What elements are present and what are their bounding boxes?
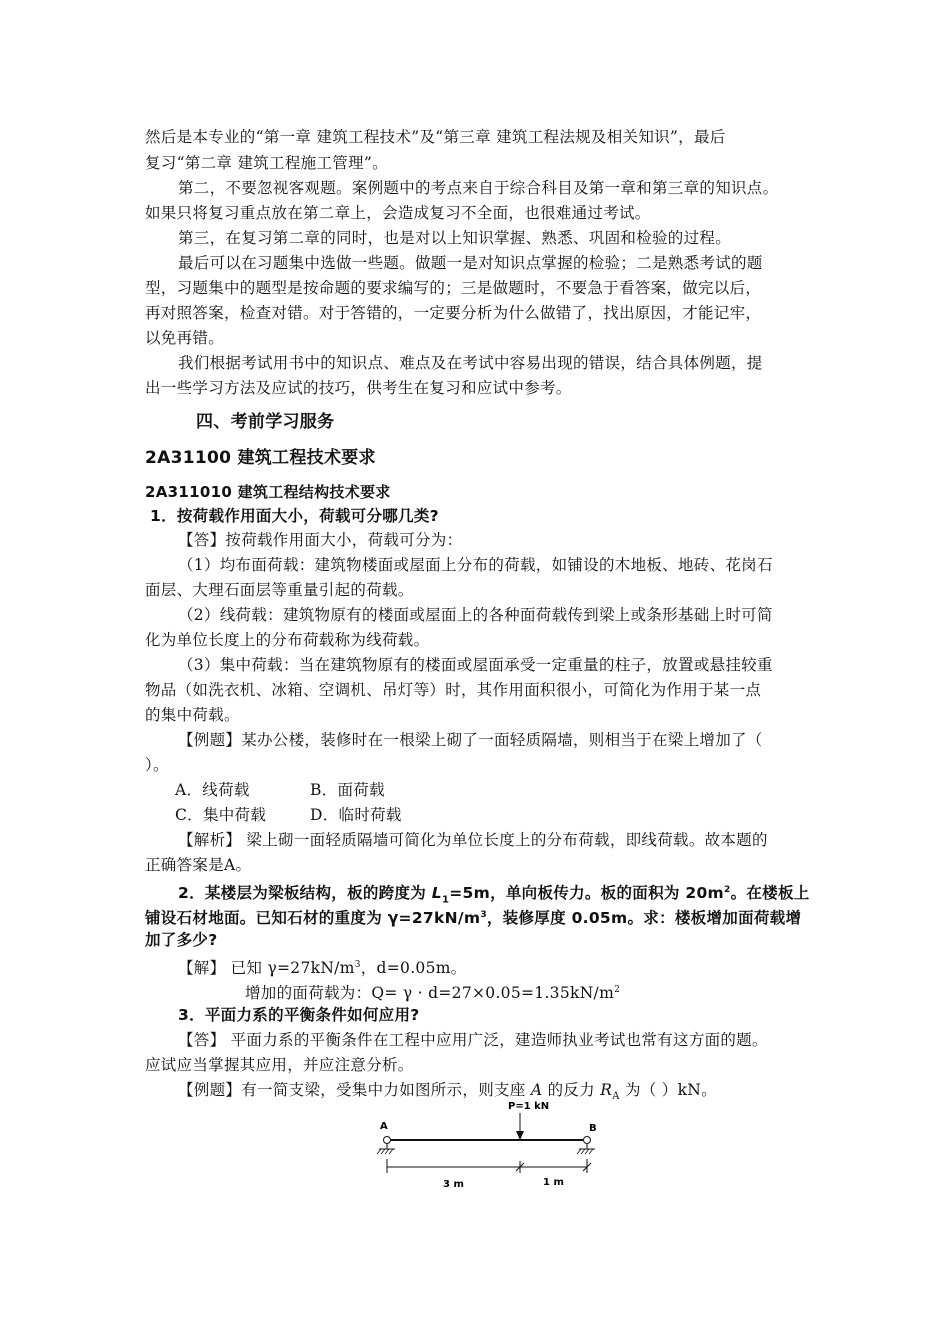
text-run: ，装修厚度 0.05m。求：楼板增加面荷载增 [486, 909, 802, 928]
paragraph-line: 出一些学习方法及应试的技巧，供考生在复习和应试中参考。 [145, 379, 572, 397]
section-heading: 四、考前学习服务 [196, 412, 335, 432]
text-run: 【例题】有一简支梁，受集中力如图所示，则支座 [178, 1081, 531, 1099]
example-line: 【例题】某办公楼，装修时在一根梁上砌了一面轻质隔墙，则相当于在梁上增加了（ [178, 731, 763, 749]
option-a: A．线荷载 [175, 781, 250, 799]
analysis-line: 【解析】 梁上砌一面轻质隔墙可简化为单位长度上的分布荷载，即线荷载。故本题的 [178, 831, 768, 849]
paragraph-line: 物品（如洗衣机、冰箱、空调机、吊灯等）时，其作用面积很小，可简化为作用于某一点 [145, 681, 762, 699]
span-left-label: 3 m [443, 1179, 464, 1190]
answer-line: 【答】按荷载作用面大小，荷载可分为： [178, 531, 463, 549]
paragraph-line: 面层、大理石面层等重量引起的荷载。 [145, 581, 414, 599]
text-run: 2．某楼层为梁板结构，板的跨度为 [178, 884, 432, 903]
question-title: 3．平面力系的平衡条件如何应用? [178, 1006, 420, 1024]
span-right-label: 1 m [543, 1177, 564, 1188]
paragraph-line: 如果只将复习重点放在第二章上，会造成复习不全面，也很难通过考试。 [145, 204, 651, 222]
paragraph-line: 再对照答案，检查对错。对于答错的，一定要分析为什么做错了，找出原因，才能记牢， [145, 304, 762, 322]
text-run: 【解】 已知 γ=27kN/m [178, 959, 355, 978]
support-a-label: A [380, 1121, 388, 1132]
answer-line: 【答】 平面力系的平衡条件在工程中应用广泛，建造师执业考试也常有这方面的题。 [178, 1031, 768, 1049]
solution-line [178, 953, 467, 980]
paragraph-line: 第三，在复习第二章的同时，也是对以上知识掌握、熟悉、巩固和检验的过程。 [178, 229, 732, 247]
load-label: P=1 kN [508, 1101, 550, 1112]
symbol-l: L [431, 884, 442, 903]
support-b-pin [584, 1137, 591, 1144]
symbol-a: A [530, 1081, 543, 1099]
support-a-pin [384, 1137, 391, 1144]
paragraph-line: （1）均布面荷载：建筑物楼面或屋面上分布的荷载，如铺设的木地板、地砖、花岗石 [178, 556, 773, 574]
text-run: 增加的面荷载为：Q= γ · d=27×0.05=1.35kN/m [245, 984, 615, 1003]
paragraph-line: 以免再错。 [145, 329, 225, 347]
support-b-label: B [589, 1123, 597, 1134]
option-d: D．临时荷载 [310, 806, 402, 824]
paragraph-line: 的集中荷载。 [145, 706, 240, 724]
paragraph-line: 我们根据考试用书中的知识点、难点及在考试中容易出现的错误，结合具体例题，提 [178, 354, 763, 372]
paragraph-line: （3）集中荷载：当在建筑物原有的楼面或屋面承受一定重量的柱子，放置或悬挂较重 [178, 656, 773, 674]
paragraph-line: 第二，不要忽视客观题。案例题中的考点来自于综合科目及第一章和第三章的知识点。 [178, 179, 779, 197]
paragraph-line: （2）线荷载：建筑物原有的楼面或屋面上的各种面荷载传到梁上或条形基础上时可简 [178, 606, 773, 624]
paragraph-line: 正确答案是A。 [145, 856, 252, 874]
support-b-hatch [577, 1149, 593, 1154]
paragraph-line: ）。 [145, 756, 169, 774]
symbol-r: R [600, 1081, 613, 1099]
text-run: 为（ ）kN。 [619, 1081, 717, 1099]
text-run: 的反力 [542, 1081, 601, 1099]
option-b: B．面荷载 [310, 781, 385, 799]
question-title: 加了多少? [145, 931, 218, 949]
load-arrow-head [516, 1131, 524, 1140]
subsection-heading: 2A311010 建筑工程结构技术要求 [145, 483, 391, 501]
subscript: A [612, 1091, 620, 1103]
option-c: C．集中荷载 [175, 806, 267, 824]
text-run: 。在楼板上 [730, 884, 810, 903]
text-run: =5m，单向板传力。板的面积为 20m [449, 884, 724, 903]
support-a-hatch [377, 1149, 393, 1154]
paragraph-line: 应试应当掌握其应用，并应注意分析。 [145, 1056, 414, 1074]
text-run: 铺设石材地面。已知石材的重度为 γ=27kN/m [145, 909, 481, 928]
beam-diagram [375, 1097, 605, 1197]
question-title [145, 903, 801, 930]
question-title: 1．按荷载作用面大小，荷载可分哪几类? [150, 507, 439, 525]
superscript: 3 [480, 910, 487, 920]
paragraph-line: 化为单位长度上的分布荷载称为线荷载。 [145, 631, 430, 649]
superscript: 2 [724, 885, 731, 895]
subscript: 1 [441, 894, 450, 906]
chapter-heading: 2A31100 建筑工程技术要求 [145, 448, 376, 468]
paragraph-line: 型，习题集中的题型是按命题的要求编写的；三是做题时，不要急于看答案，做完以后， [145, 279, 762, 297]
paragraph-line: 复习“第二章 建筑工程施工管理”。 [145, 154, 388, 172]
solution-line [245, 978, 620, 1005]
paragraph-line: 然后是本专业的“第一章 建筑工程技术”及“第三章 建筑工程法规及相关知识”，最后 [145, 128, 726, 146]
paragraph-line: 最后可以在习题集中选做一些题。做题一是对知识点掌握的检验；二是熟悉考试的题 [178, 254, 763, 272]
text-run: ，d=0.05m。 [360, 959, 467, 978]
superscript: 2 [614, 985, 621, 995]
superscript: 3 [354, 960, 361, 970]
